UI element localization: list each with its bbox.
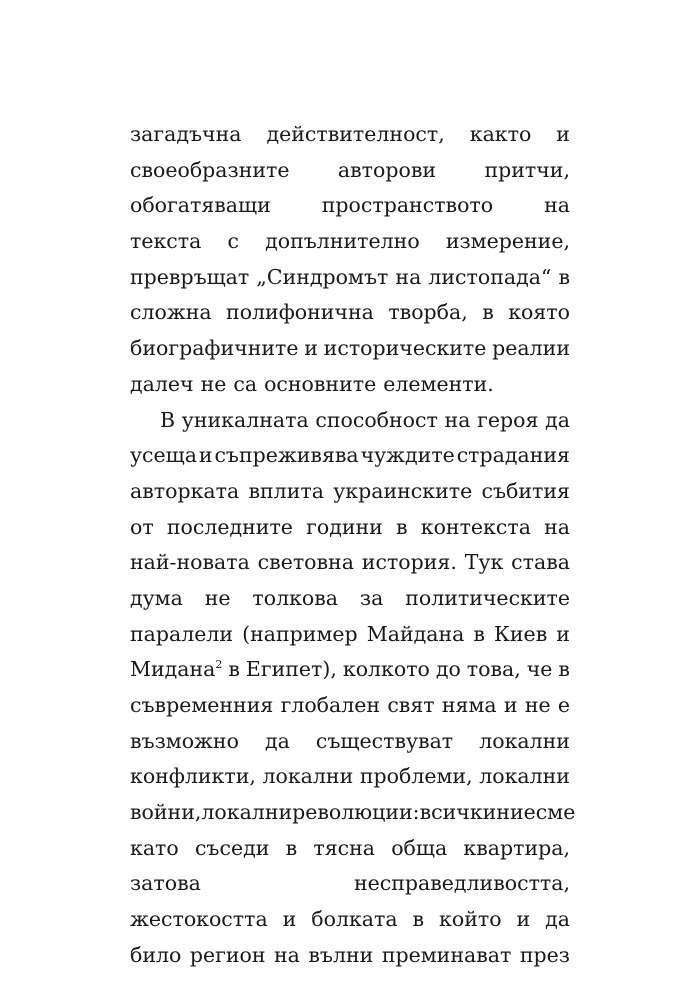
- word: и: [556, 621, 570, 646]
- word: няма: [441, 693, 497, 717]
- word: загадъчна: [130, 122, 242, 146]
- word: това,: [466, 657, 521, 682]
- word: авторови: [337, 157, 437, 182]
- word: несправедливостта,: [353, 871, 570, 896]
- text-line: [130, 438, 570, 474]
- word: на: [444, 407, 471, 432]
- word: колкото: [342, 657, 430, 682]
- word: от: [130, 514, 154, 539]
- word: Майдана: [366, 621, 465, 646]
- body-text: [130, 117, 576, 974]
- word: на: [544, 514, 570, 539]
- word: реалии: [492, 336, 570, 361]
- word: ние: [496, 800, 536, 825]
- word: възможно: [130, 728, 239, 753]
- word: дума: [130, 585, 183, 610]
- word: не: [204, 585, 231, 610]
- text-line: [130, 938, 570, 974]
- text-line: [130, 188, 570, 224]
- word: с: [227, 229, 239, 254]
- text-line: [130, 367, 570, 403]
- word: историческите: [323, 336, 487, 361]
- word: обща: [391, 835, 448, 860]
- word: през: [519, 942, 570, 967]
- word: Тук: [464, 550, 504, 575]
- text-line: [130, 902, 570, 938]
- word: обогатяващи: [130, 193, 271, 218]
- word: световна: [257, 550, 354, 575]
- word: авторката: [130, 478, 240, 503]
- word: в: [482, 300, 494, 325]
- word: която: [508, 300, 570, 325]
- word: текста: [130, 229, 202, 254]
- text-line: [130, 260, 570, 296]
- word: героя: [477, 407, 539, 432]
- word: в: [412, 907, 425, 932]
- word: квартира,: [463, 835, 570, 860]
- paragraph: [130, 403, 576, 974]
- text-line: [130, 724, 570, 760]
- word: локални: [479, 764, 570, 789]
- word: съществуват: [315, 728, 454, 753]
- text-line: [130, 331, 570, 367]
- word: локални: [262, 764, 354, 789]
- word: чуждите: [360, 443, 455, 468]
- word: войни,: [130, 800, 202, 825]
- word: било: [130, 942, 182, 967]
- word: революции:: [292, 800, 420, 825]
- word: затова: [130, 871, 201, 896]
- word: елементи.: [383, 371, 494, 396]
- word: и: [304, 336, 318, 361]
- word: (например: [242, 621, 358, 646]
- word: проблеми,: [359, 764, 473, 789]
- text-line: [130, 153, 570, 189]
- word: най-новата: [130, 550, 250, 575]
- word: в: [228, 657, 240, 682]
- word: на: [395, 264, 422, 289]
- text-line: [130, 759, 570, 795]
- text-line: [130, 224, 570, 260]
- word: толкова: [252, 585, 339, 610]
- word: В: [160, 407, 176, 432]
- word: конфликти,: [130, 764, 256, 789]
- word: на: [274, 942, 300, 967]
- word: на: [544, 193, 570, 218]
- word: до: [435, 657, 461, 682]
- word: не: [200, 371, 227, 396]
- word: в: [396, 514, 408, 539]
- word: съвременния: [130, 693, 274, 717]
- text-line: [130, 831, 570, 867]
- word: години: [306, 514, 383, 539]
- text-line: [130, 688, 570, 724]
- word: че: [526, 657, 553, 682]
- word: и: [198, 443, 213, 468]
- text-line: [130, 581, 570, 617]
- text-line: [130, 545, 570, 581]
- word: както: [469, 122, 532, 146]
- text-line: [130, 295, 570, 331]
- word: локални: [479, 728, 570, 753]
- word: действителност,: [266, 122, 445, 146]
- word: вплита: [248, 478, 324, 503]
- word: да: [545, 907, 570, 932]
- word: способност: [315, 407, 438, 432]
- word: своеобразните: [130, 157, 290, 182]
- word: „Синдромът: [256, 264, 389, 289]
- word: е: [557, 693, 570, 717]
- word: глобален: [280, 693, 381, 717]
- word: събития: [481, 478, 570, 503]
- word: и: [282, 907, 297, 932]
- word: са: [233, 371, 258, 396]
- word: страдания: [456, 443, 570, 468]
- word: преминават: [381, 942, 512, 967]
- word: сложна: [130, 300, 212, 325]
- word: творба,: [388, 300, 468, 325]
- text-line: [130, 117, 570, 153]
- text-line: [130, 866, 570, 902]
- word: вълни: [308, 942, 374, 967]
- word: в: [558, 657, 570, 682]
- word: биографичните: [130, 336, 299, 361]
- word: последните: [166, 514, 293, 539]
- word: да: [264, 728, 290, 753]
- word: става: [511, 550, 570, 575]
- word: жестокостта: [130, 907, 268, 932]
- word: всички: [419, 800, 497, 825]
- word: пространството: [321, 193, 494, 218]
- word: в: [473, 621, 485, 646]
- paragraph: [130, 117, 570, 403]
- word: усеща: [130, 443, 197, 468]
- word: Мидана$^2$: [130, 657, 223, 682]
- word: не: [524, 693, 551, 717]
- word: който: [439, 907, 502, 932]
- word: история.: [361, 550, 457, 575]
- word: Киев: [494, 621, 548, 646]
- text-line: [130, 403, 570, 439]
- word: измерение,: [445, 229, 570, 254]
- word: сме: [535, 800, 576, 825]
- word: да: [545, 407, 570, 432]
- word: регион: [189, 942, 266, 967]
- word: и: [556, 122, 570, 146]
- text-line: [130, 510, 570, 546]
- word: украинските: [333, 478, 473, 503]
- text-line: [130, 652, 570, 688]
- text-line: [130, 795, 576, 831]
- word: съседи: [194, 835, 270, 860]
- text-line: [130, 474, 570, 510]
- word: полифонична: [226, 300, 374, 325]
- word: тясна: [313, 835, 375, 860]
- word: паралели: [130, 621, 234, 646]
- word: в: [285, 835, 298, 860]
- word: контекста: [420, 514, 531, 539]
- word: локални: [201, 800, 293, 825]
- word: за: [359, 585, 384, 610]
- word: и: [503, 693, 518, 717]
- word: Египет),: [245, 657, 337, 682]
- word: притчи,: [484, 157, 570, 182]
- word: и: [516, 907, 531, 932]
- word: уникалната: [181, 407, 309, 432]
- word: далеч: [130, 371, 194, 396]
- text-line: [130, 617, 570, 653]
- word: допълнително: [265, 229, 420, 254]
- word: свят: [387, 693, 435, 717]
- footnote-marker: 2: [215, 658, 223, 672]
- word: превръщат: [130, 264, 250, 289]
- word: съпреживява: [214, 443, 359, 468]
- word: в: [558, 264, 570, 289]
- word: листопада“: [428, 264, 552, 289]
- word: политическите: [405, 585, 570, 610]
- word: основните: [264, 371, 377, 396]
- word: болката: [311, 907, 398, 932]
- word: като: [130, 835, 179, 860]
